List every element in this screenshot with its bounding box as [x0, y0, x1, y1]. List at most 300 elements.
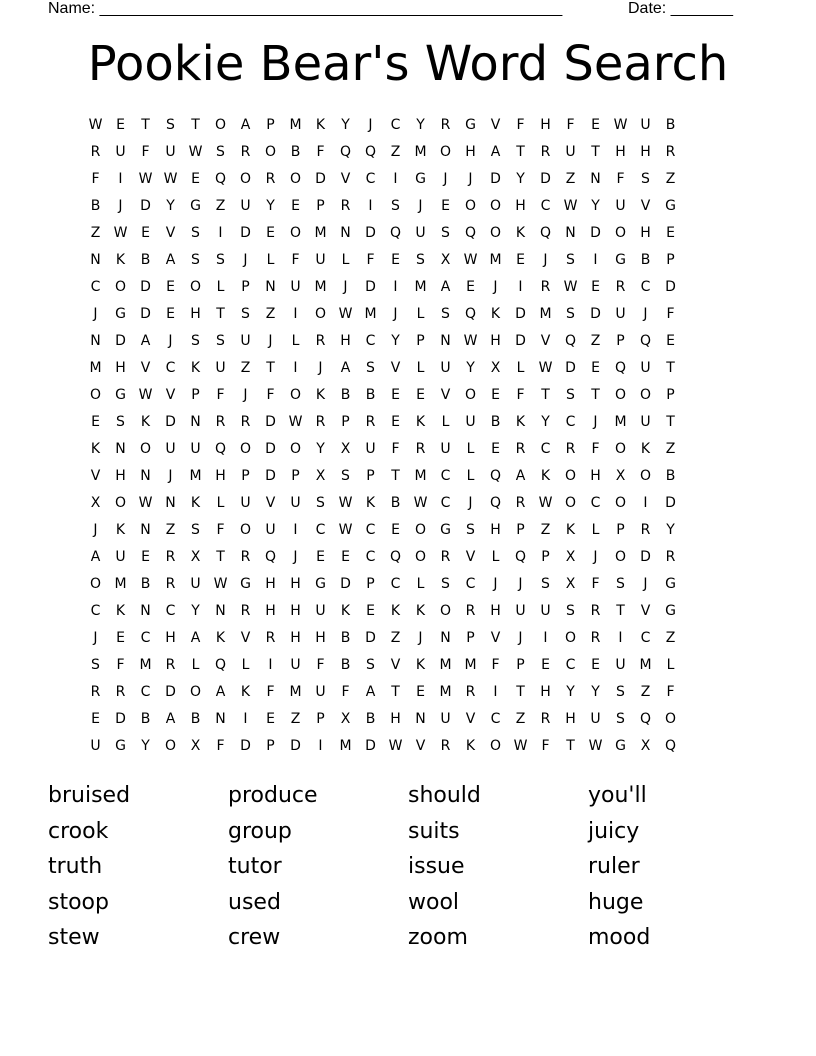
word-list-item: suits: [408, 818, 460, 844]
grid-letter: A: [165, 252, 176, 268]
grid-letter: K: [415, 603, 426, 619]
grid-letter: J: [343, 279, 348, 295]
grid-letter: P: [516, 657, 525, 673]
grid-letter: P: [316, 198, 325, 214]
grid-letter: V: [540, 333, 551, 349]
grid-letter: O: [614, 387, 627, 403]
grid-letter: Z: [390, 630, 401, 646]
grid-letter: J: [593, 549, 598, 565]
grid-letter: M: [489, 252, 502, 268]
grid-letter: O: [639, 468, 652, 484]
grid-letter: N: [115, 441, 126, 457]
grid-letter: B: [340, 387, 351, 403]
grid-letter: D: [240, 225, 251, 241]
grid-letter: C: [365, 171, 376, 187]
grid-letter: M: [339, 738, 352, 754]
grid-letter: S: [191, 522, 200, 538]
grid-letter: R: [515, 495, 526, 511]
grid-letter: E: [91, 414, 100, 430]
grid-letter: J: [518, 630, 523, 646]
grid-letter: J: [168, 468, 173, 484]
name-field-label: Name: ____________________________________________________: [48, 0, 563, 17]
grid-letter: C: [365, 549, 376, 565]
grid-letter: E: [416, 387, 425, 403]
grid-letter: O: [439, 144, 452, 160]
grid-letter: W: [138, 387, 153, 403]
grid-letter: N: [140, 468, 151, 484]
grid-letter: K: [115, 522, 126, 538]
word-list-item: should: [408, 783, 481, 808]
grid-letter: D: [365, 225, 376, 241]
grid-row: [83, 409, 733, 436]
grid-letter: E: [316, 549, 325, 565]
grid-letter: C: [390, 117, 401, 133]
grid-letter: T: [666, 414, 675, 430]
grid-letter: H: [640, 144, 651, 160]
grid-letter: D: [265, 414, 276, 430]
grid-letter: O: [239, 171, 252, 187]
grid-letter: F: [91, 171, 100, 187]
grid-letter: U: [190, 441, 201, 457]
grid-letter: Z: [165, 522, 176, 538]
grid-letter: F: [391, 441, 400, 457]
grid-letter: U: [440, 711, 451, 727]
grid-letter: I: [293, 360, 298, 376]
grid-letter: S: [566, 252, 575, 268]
grid-letter: X: [315, 468, 326, 484]
grid-letter: O: [564, 468, 577, 484]
grid-letter: P: [466, 630, 475, 646]
grid-letter: B: [365, 711, 376, 727]
grid-letter: D: [140, 198, 151, 214]
grid-letter: O: [114, 495, 127, 511]
grid-letter: H: [315, 630, 326, 646]
grid-letter: Q: [214, 657, 227, 673]
grid-letter: J: [493, 576, 498, 592]
grid-letter: J: [468, 171, 473, 187]
grid-letter: T: [516, 144, 525, 160]
grid-letter: N: [415, 711, 426, 727]
grid-letter: W: [413, 495, 428, 511]
grid-letter: Y: [191, 603, 200, 619]
grid-letter: O: [564, 630, 577, 646]
grid-letter: M: [439, 657, 452, 673]
grid-letter: D: [115, 333, 126, 349]
grid-letter: F: [316, 144, 325, 160]
grid-letter: J: [393, 306, 398, 322]
grid-letter: I: [593, 252, 598, 268]
grid-letter: R: [90, 144, 101, 160]
grid-letter: N: [215, 711, 226, 727]
grid-letter: B: [365, 387, 376, 403]
grid-letter: M: [414, 279, 427, 295]
grid-letter: C: [165, 360, 176, 376]
grid-letter: C: [440, 495, 451, 511]
grid-letter: P: [316, 711, 325, 727]
grid-letter: X: [440, 252, 451, 268]
grid-letter: Z: [90, 225, 101, 241]
grid-letter: E: [666, 225, 675, 241]
grid-letter: M: [439, 684, 452, 700]
grid-letter: V: [90, 468, 101, 484]
grid-letter: J: [368, 117, 373, 133]
grid-letter: J: [493, 279, 498, 295]
grid-letter: X: [490, 360, 501, 376]
grid-letter: R: [540, 711, 551, 727]
grid-letter: J: [468, 495, 473, 511]
grid-letter: K: [640, 441, 651, 457]
grid-letter: U: [315, 603, 326, 619]
grid-letter: R: [165, 576, 176, 592]
grid-letter: I: [493, 684, 498, 700]
grid-letter: V: [165, 387, 176, 403]
grid-letter: I: [543, 630, 548, 646]
grid-letter: S: [566, 387, 575, 403]
grid-letter: U: [365, 441, 376, 457]
grid-letter: M: [314, 225, 327, 241]
page-title: Pookie Bear's Word Search: [87, 36, 729, 92]
grid-letter: P: [291, 468, 300, 484]
grid-letter: P: [666, 252, 675, 268]
grid-letter: K: [465, 738, 476, 754]
grid-letter: H: [165, 630, 176, 646]
grid-letter: C: [140, 630, 151, 646]
grid-letter: M: [364, 306, 377, 322]
grid-letter: J: [593, 414, 598, 430]
grid-letter: H: [615, 144, 626, 160]
grid-letter: Y: [666, 522, 675, 538]
grid-letter: S: [441, 306, 450, 322]
grid-letter: K: [90, 441, 101, 457]
grid-letter: W: [538, 360, 553, 376]
letter-grid: [83, 112, 733, 760]
word-list-item: issue: [408, 854, 465, 880]
grid-letter: C: [565, 414, 576, 430]
grid-letter: T: [666, 360, 675, 376]
grid-letter: S: [441, 576, 450, 592]
grid-letter: E: [266, 225, 275, 241]
grid-letter: S: [91, 657, 100, 673]
grid-letter: Q: [664, 738, 677, 754]
grid-letter: M: [639, 657, 652, 673]
grid-letter: J: [518, 576, 523, 592]
grid-letter: I: [368, 198, 373, 214]
grid-letter: L: [591, 522, 600, 538]
grid-letter: O: [614, 495, 627, 511]
grid-letter: B: [90, 198, 101, 214]
grid-letter: W: [613, 117, 628, 133]
word-list-item: ruler: [588, 854, 640, 880]
grid-letter: E: [116, 117, 125, 133]
grid-letter: I: [393, 171, 398, 187]
grid-letter: M: [614, 414, 627, 430]
grid-letter: I: [393, 279, 398, 295]
grid-letter: N: [190, 414, 201, 430]
grid-letter: H: [565, 711, 576, 727]
grid-letter: E: [191, 171, 200, 187]
grid-row: [83, 301, 733, 328]
grid-letter: K: [115, 603, 126, 619]
grid-letter: S: [616, 684, 625, 700]
grid-letter: M: [114, 576, 127, 592]
grid-letter: P: [366, 576, 375, 592]
grid-letter: F: [591, 576, 600, 592]
grid-letter: F: [491, 657, 500, 673]
grid-letter: I: [218, 225, 223, 241]
grid-letter: G: [190, 198, 201, 214]
grid-letter: J: [93, 522, 98, 538]
grid-letter: C: [465, 576, 476, 592]
word-list-item: stoop: [48, 889, 109, 915]
grid-letter: C: [90, 279, 101, 295]
grid-letter: I: [518, 279, 523, 295]
grid-letter: J: [643, 306, 648, 322]
grid-letter: H: [515, 198, 526, 214]
grid-letter: C: [640, 279, 651, 295]
grid-letter: A: [490, 144, 501, 160]
grid-letter: R: [365, 414, 376, 430]
word-list-item: juicy: [588, 818, 640, 844]
grid-letter: Q: [364, 144, 377, 160]
grid-letter: D: [365, 630, 376, 646]
grid-letter: L: [516, 360, 525, 376]
grid-letter: H: [265, 603, 276, 619]
word-list-item: stew: [48, 925, 100, 951]
grid-letter: O: [214, 117, 227, 133]
grid-letter: M: [189, 468, 202, 484]
grid-letter: P: [666, 387, 675, 403]
grid-letter: K: [415, 414, 426, 430]
grid-letter: Q: [464, 306, 477, 322]
grid-letter: P: [266, 738, 275, 754]
grid-row: [83, 382, 733, 409]
grid-letter: U: [315, 252, 326, 268]
grid-letter: Z: [565, 171, 576, 187]
grid-letter: U: [615, 657, 626, 673]
grid-letter: J: [268, 333, 273, 349]
grid-letter: V: [240, 630, 251, 646]
grid-letter: O: [614, 549, 627, 565]
grid-letter: F: [266, 684, 275, 700]
grid-letter: C: [490, 711, 501, 727]
grid-letter: Q: [339, 144, 352, 160]
grid-letter: U: [265, 522, 276, 538]
grid-letter: A: [340, 360, 351, 376]
grid-letter: E: [91, 711, 100, 727]
grid-letter: W: [338, 522, 353, 538]
grid-letter: E: [391, 252, 400, 268]
grid-letter: K: [415, 657, 426, 673]
grid-letter: Q: [264, 549, 277, 565]
word-list-item: bruised: [48, 783, 131, 808]
grid-letter: U: [115, 144, 126, 160]
grid-letter: C: [365, 522, 376, 538]
grid-letter: T: [591, 144, 600, 160]
grid-letter: K: [565, 522, 576, 538]
grid-letter: T: [541, 387, 550, 403]
grid-letter: T: [391, 684, 400, 700]
grid-letter: R: [440, 549, 451, 565]
grid-letter: E: [166, 306, 175, 322]
grid-letter: Q: [639, 711, 652, 727]
grid-letter: F: [566, 117, 575, 133]
date-field-label: Date: _______: [628, 0, 733, 17]
grid-letter: R: [115, 684, 126, 700]
grid-letter: F: [666, 684, 675, 700]
grid-letter: Z: [290, 711, 301, 727]
grid-letter: G: [315, 576, 326, 592]
grid-letter: P: [616, 333, 625, 349]
grid-letter: O: [189, 684, 202, 700]
grid-letter: T: [216, 306, 225, 322]
grid-letter: F: [516, 387, 525, 403]
grid-letter: B: [190, 711, 201, 727]
grid-row: [83, 436, 733, 463]
grid-letter: H: [290, 603, 301, 619]
grid-letter: N: [590, 171, 601, 187]
grid-letter: D: [140, 306, 151, 322]
grid-letter: U: [240, 333, 251, 349]
grid-letter: N: [440, 333, 451, 349]
grid-letter: D: [540, 171, 551, 187]
grid-row: [83, 166, 733, 193]
grid-letter: H: [590, 468, 601, 484]
grid-letter: R: [615, 279, 626, 295]
grid-letter: E: [141, 549, 150, 565]
grid-letter: O: [89, 576, 102, 592]
grid-letter: R: [665, 144, 676, 160]
grid-letter: O: [489, 738, 502, 754]
grid-letter: C: [390, 576, 401, 592]
word-list-item: mood: [588, 925, 651, 951]
grid-row: [83, 112, 733, 139]
grid-letter: L: [416, 306, 425, 322]
grid-letter: S: [191, 225, 200, 241]
grid-letter: W: [338, 306, 353, 322]
grid-letter: M: [139, 657, 152, 673]
grid-letter: R: [240, 603, 251, 619]
grid-letter: N: [265, 279, 276, 295]
grid-letter: D: [265, 468, 276, 484]
grid-row: [83, 652, 733, 679]
grid-letter: O: [289, 441, 302, 457]
grid-letter: H: [490, 603, 501, 619]
grid-letter: F: [341, 684, 350, 700]
grid-letter: P: [416, 333, 425, 349]
grid-letter: S: [241, 306, 250, 322]
grid-letter: U: [440, 360, 451, 376]
grid-letter: E: [291, 198, 300, 214]
grid-letter: J: [168, 333, 173, 349]
grid-letter: L: [666, 657, 675, 673]
grid-letter: R: [665, 549, 676, 565]
grid-letter: U: [115, 549, 126, 565]
grid-letter: G: [115, 738, 126, 754]
grid-letter: I: [118, 171, 123, 187]
grid-letter: S: [366, 657, 375, 673]
grid-letter: E: [416, 684, 425, 700]
grid-letter: Q: [389, 549, 402, 565]
grid-letter: L: [241, 657, 250, 673]
grid-letter: Z: [265, 306, 276, 322]
word-list-item: produce: [228, 783, 318, 808]
grid-letter: Z: [590, 333, 601, 349]
grid-letter: S: [391, 198, 400, 214]
grid-letter: G: [465, 117, 476, 133]
grid-letter: N: [140, 603, 151, 619]
grid-letter: V: [415, 738, 426, 754]
grid-letter: V: [640, 603, 651, 619]
grid-letter: F: [116, 657, 125, 673]
grid-letter: I: [293, 306, 298, 322]
grid-letter: R: [90, 684, 101, 700]
grid-letter: J: [243, 387, 248, 403]
grid-letter: Q: [389, 225, 402, 241]
grid-letter: Z: [515, 711, 526, 727]
grid-letter: K: [515, 225, 526, 241]
word-list: [48, 778, 768, 956]
word-list-item: zoom: [408, 925, 468, 951]
grid-letter: E: [541, 657, 550, 673]
grid-letter: G: [440, 522, 451, 538]
word-list-item: used: [228, 889, 281, 915]
grid-letter: Q: [214, 171, 227, 187]
grid-letter: I: [643, 495, 648, 511]
grid-letter: S: [191, 333, 200, 349]
grid-letter: H: [290, 630, 301, 646]
grid-letter: O: [314, 306, 327, 322]
grid-letter: A: [90, 549, 101, 565]
grid-letter: R: [540, 144, 551, 160]
grid-letter: R: [415, 441, 426, 457]
grid-letter: L: [266, 252, 275, 268]
grid-letter: N: [140, 522, 151, 538]
grid-letter: A: [140, 333, 151, 349]
grid-letter: Y: [341, 117, 350, 133]
grid-letter: L: [291, 333, 300, 349]
grid-letter: J: [293, 549, 298, 565]
grid-letter: W: [388, 738, 403, 754]
grid-letter: Y: [541, 414, 550, 430]
grid-letter: G: [665, 576, 676, 592]
grid-letter: O: [164, 738, 177, 754]
grid-letter: B: [490, 414, 501, 430]
grid-letter: O: [239, 522, 252, 538]
grid-letter: F: [141, 144, 150, 160]
grid-letter: Q: [489, 495, 502, 511]
grid-letter: R: [315, 333, 326, 349]
grid-letter: M: [539, 306, 552, 322]
grid-letter: Q: [489, 468, 502, 484]
grid-letter: U: [240, 495, 251, 511]
grid-letter: D: [315, 171, 326, 187]
grid-letter: H: [290, 576, 301, 592]
grid-letter: S: [416, 252, 425, 268]
grid-letter: K: [115, 252, 126, 268]
grid-letter: C: [540, 441, 551, 457]
grid-letter: T: [391, 468, 400, 484]
grid-letter: Q: [214, 441, 227, 457]
grid-letter: Q: [539, 225, 552, 241]
grid-letter: J: [243, 252, 248, 268]
grid-letter: J: [418, 630, 423, 646]
grid-letter: N: [565, 225, 576, 241]
grid-letter: K: [215, 630, 226, 646]
grid-letter: W: [538, 495, 553, 511]
grid-letter: X: [640, 738, 651, 754]
grid-letter: O: [139, 441, 152, 457]
grid-letter: E: [516, 252, 525, 268]
